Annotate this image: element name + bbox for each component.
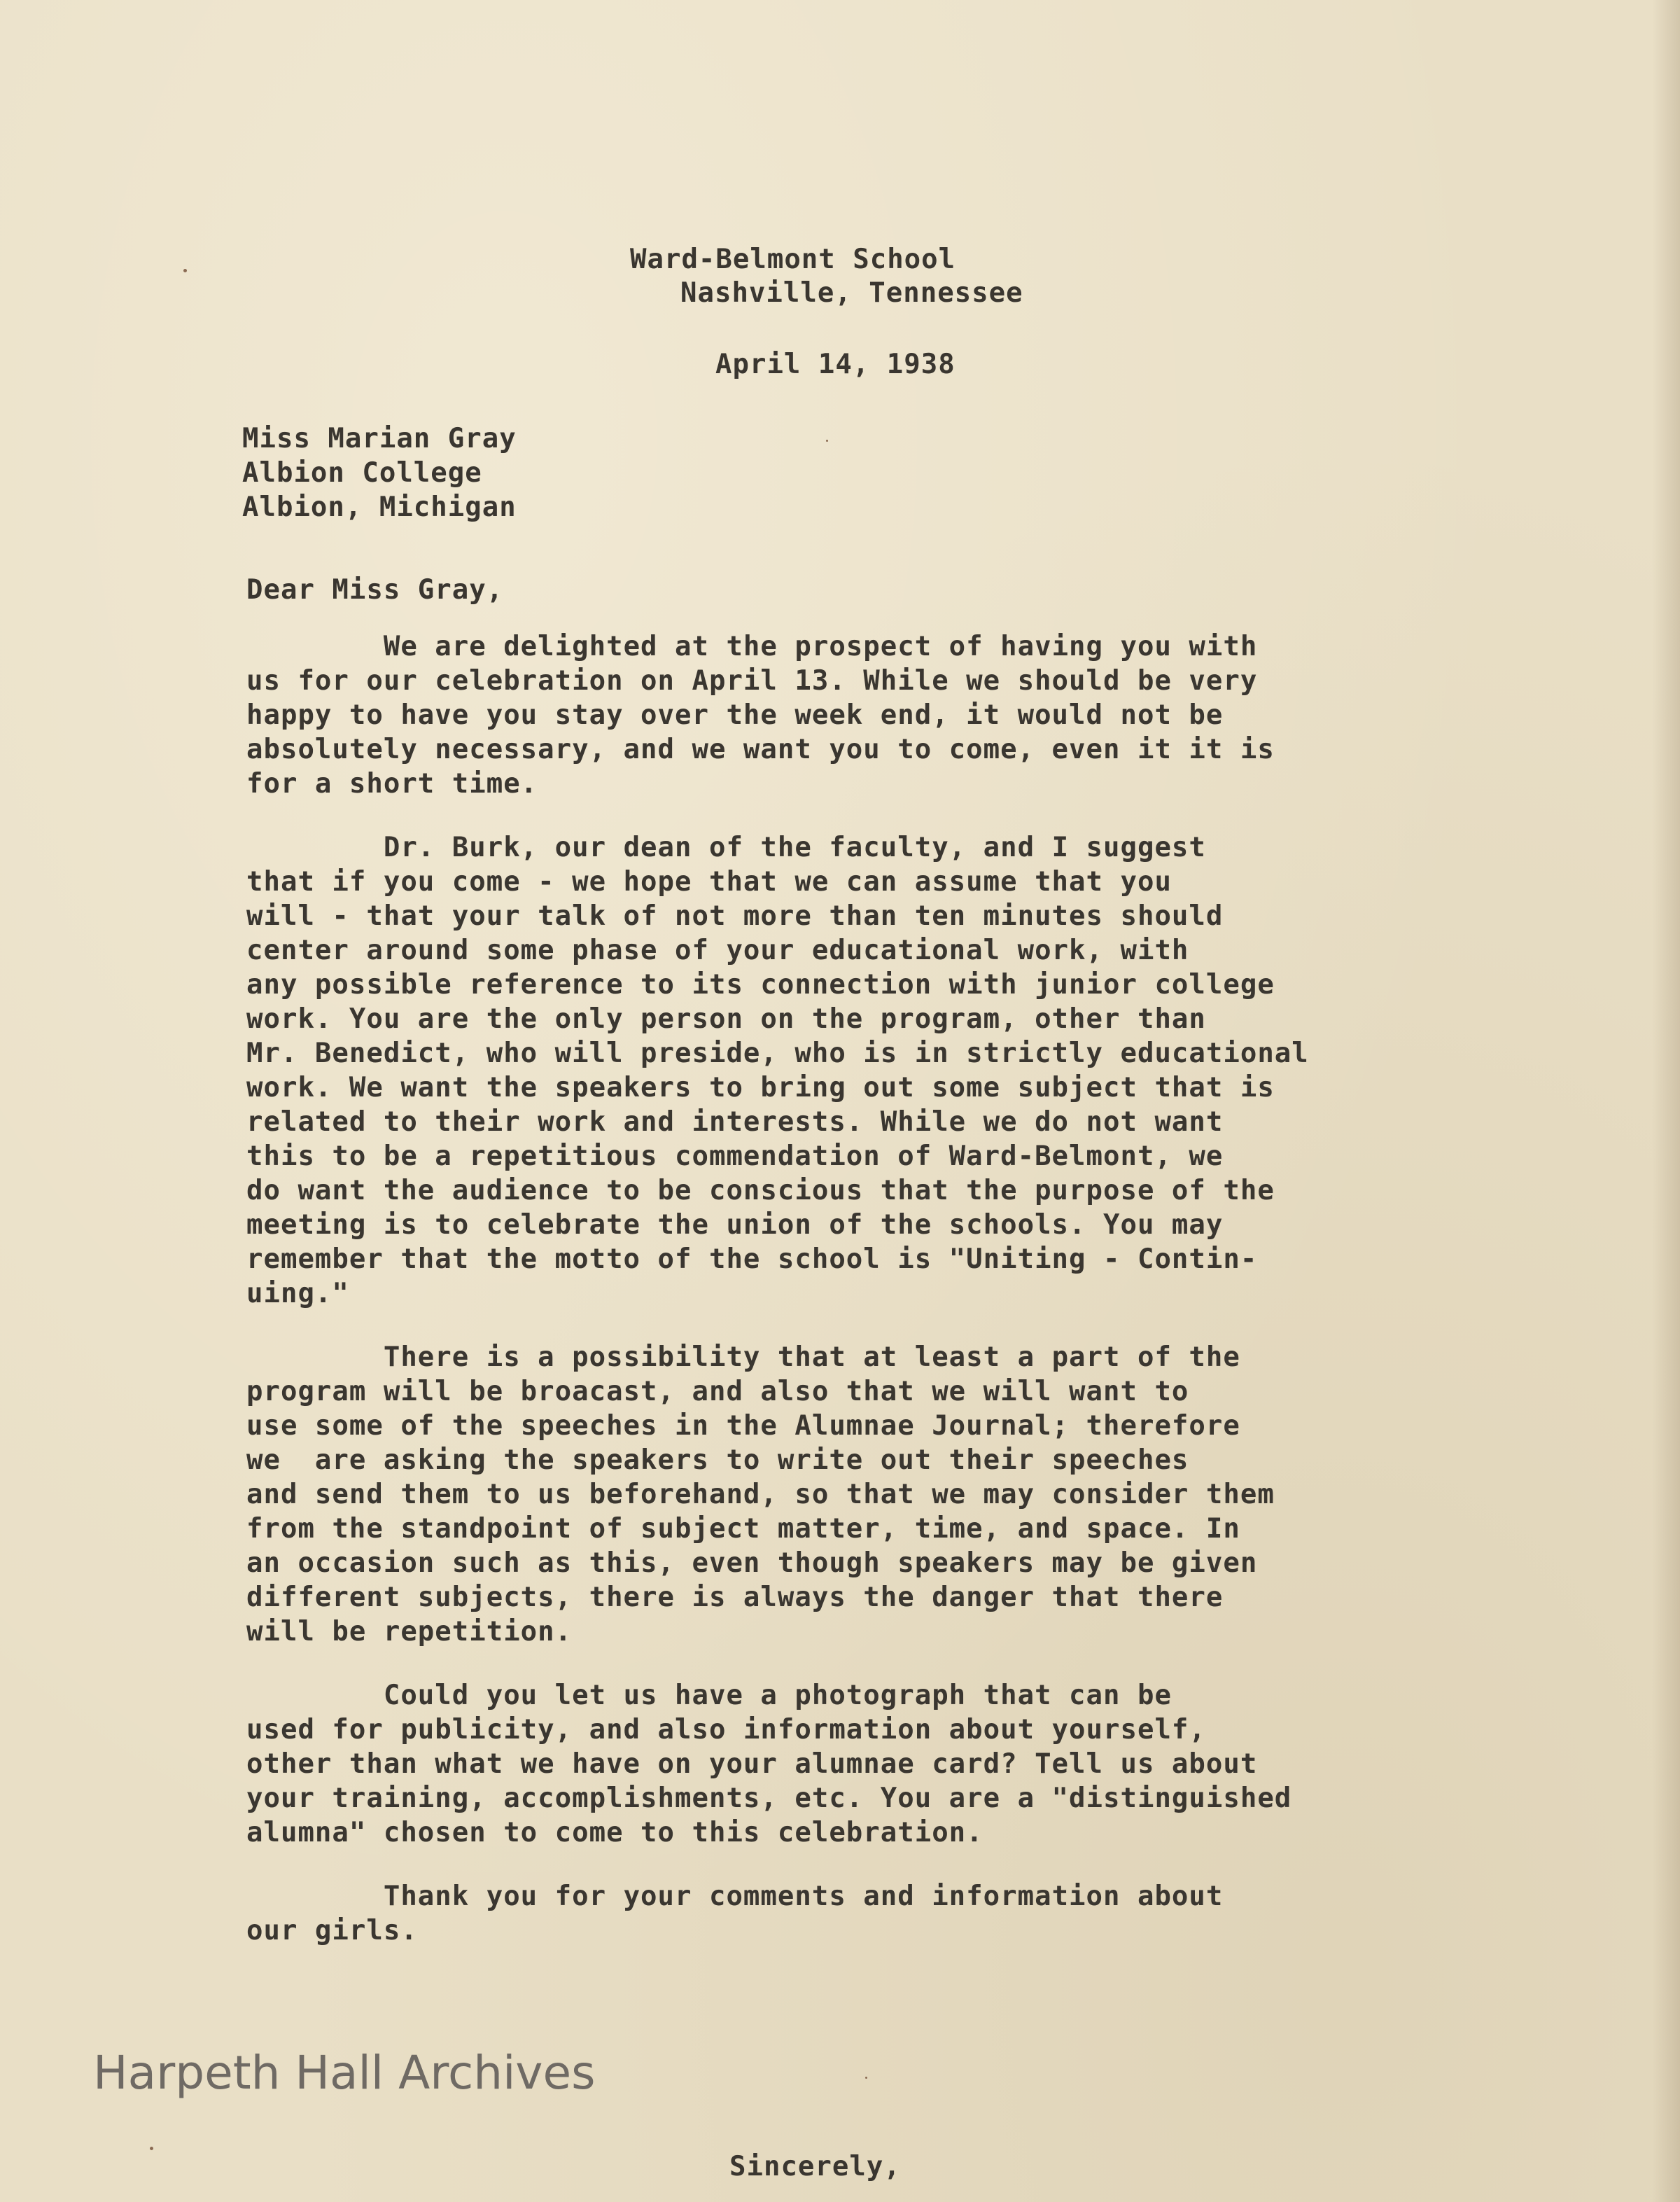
paper-speck	[150, 2147, 153, 2150]
recipient-location: Albion, Michigan	[242, 492, 517, 523]
paper-speck	[865, 2077, 867, 2079]
letterhead-school: Ward-Belmont School	[630, 244, 956, 275]
recipient-institution: Albion College	[242, 457, 482, 489]
letter-body	[246, 574, 1324, 1977]
salutation: Dear Miss Gray,	[246, 574, 504, 606]
paragraph-broadcast: There is a possibility that at least a part of the program will be broacast, and also that we will want to use some of the speeches in the Alumnae Journal; therefore we are asking the speakers to write out their speeches and send them to us beforehand, so that we may consider them from the standpoint of subject matter, time, and space. In an occasion such as this, even though speakers may be given different subjects, there is always the danger that there will be repetition.	[246, 1342, 1275, 1647]
archive-watermark: Harpeth Hall Archives	[93, 2046, 596, 2100]
paper-speck	[183, 269, 187, 272]
paragraph-photograph: Could you let us have a photograph that can be used for publicity, and also information about yourself, other than what we have on your alumnae card? Tell us about your training, accomplishments, etc. You are a "distinguished alumna" chosen to come to this celebration.	[246, 1680, 1292, 1848]
letter-date: April 14, 1938	[715, 349, 955, 380]
closing: Sincerely,	[729, 2151, 901, 2182]
recipient-name: Miss Marian Gray	[242, 423, 517, 454]
paragraph-thanks: Thank you for your comments and information about our girls.	[246, 1881, 1224, 1946]
paragraph-talk-topic: Dr. Burk, our dean of the faculty, and I suggest that if you come - we hope that we can assume that you will - that your talk of not more than ten minutes should center around some phase of your educational work, with any possible reference to its connection with junior college work. You are the only person on the program, other than Mr. Benedict, who will preside, who is in strictly educational work. We want the speakers to bring out some subject that is related to their work and interests. While we do not want this to be a repetitious commendation of Ward-Belmont, we do want the audience to be conscious that the purpose of the meeting is to celebrate the union of the schools. You may remember that the motto of the school is "Uniting - Contin- uing."	[246, 832, 1309, 1309]
paragraph-invitation: We are delighted at the prospect of having you with us for our celebration on April 13. While we should be very happy to have you stay over the week end, it would not be absolutely necessary, and we want you to come, even it it is for a short time.	[246, 631, 1275, 800]
page-edge-shadow	[1652, 0, 1680, 2202]
letterhead-city: Nashville, Tennessee	[680, 277, 1023, 309]
paper-speck	[826, 440, 828, 442]
